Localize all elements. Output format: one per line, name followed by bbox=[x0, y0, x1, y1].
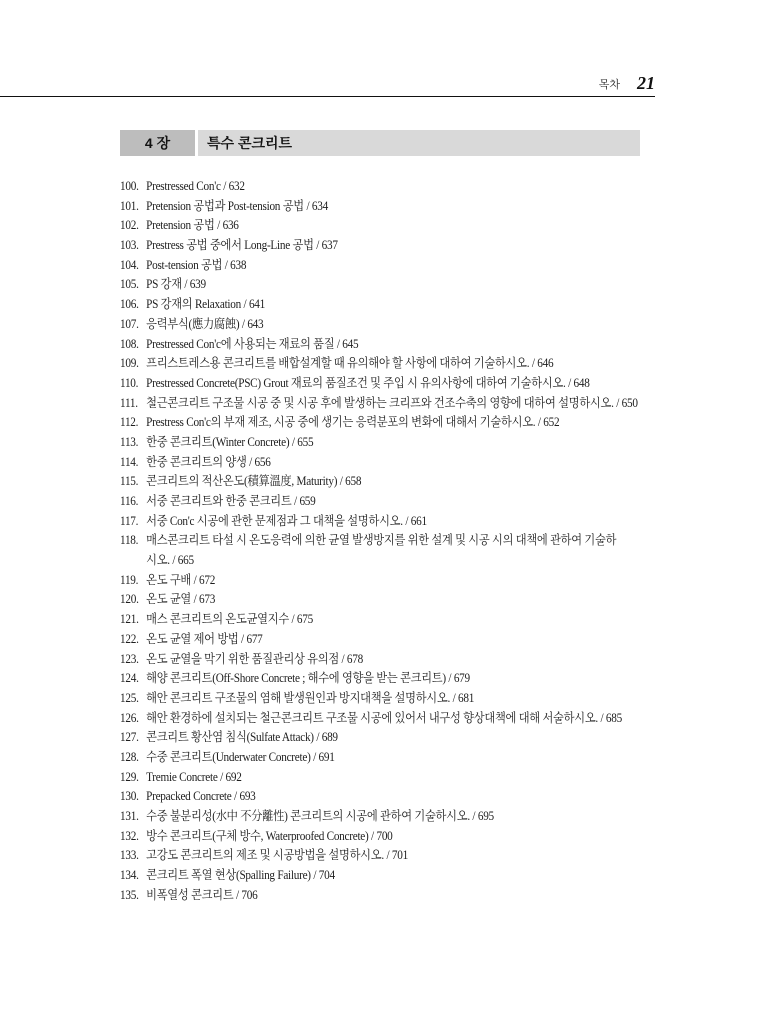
page-separator: / bbox=[368, 828, 377, 843]
entry-page: 646 bbox=[537, 356, 554, 371]
toc-entry bbox=[120, 768, 678, 788]
entry-title: Pretension 공법과 Post-tension 공법 bbox=[146, 198, 304, 213]
toc-entry bbox=[120, 531, 678, 551]
page-separator: / bbox=[214, 218, 223, 233]
entry-title: Pretension 공법 bbox=[146, 218, 215, 233]
entry-number: 117. bbox=[120, 513, 139, 528]
running-head-section-label: 목차 bbox=[598, 78, 620, 91]
toc-entry bbox=[120, 256, 678, 276]
entry-page: 645 bbox=[342, 336, 359, 351]
entry-number: 115. bbox=[120, 474, 139, 489]
page-separator: / bbox=[181, 277, 190, 292]
entry-title: PS 강재 bbox=[146, 277, 182, 292]
entry-page: 706 bbox=[241, 887, 258, 902]
entry-number: 129. bbox=[120, 769, 139, 784]
entry-page: 700 bbox=[376, 828, 393, 843]
running-head bbox=[0, 74, 655, 97]
toc-entry bbox=[120, 374, 678, 394]
entry-title: 한중 콘크리트(Winter Concrete) bbox=[146, 434, 290, 449]
entry-page: 661 bbox=[410, 513, 427, 528]
entry-number: 113. bbox=[120, 434, 139, 449]
entry-title: PS 강재의 Relaxation bbox=[146, 297, 241, 312]
entry-title: 매스 콘크리트의 온도균열지수 bbox=[146, 612, 289, 627]
entry-number: 128. bbox=[120, 749, 139, 764]
entry-number: 100. bbox=[120, 179, 139, 193]
entry-number: 135. bbox=[120, 887, 139, 902]
entry-title: 응력부식(應力腐蝕) bbox=[146, 316, 240, 331]
page-separator: / bbox=[469, 809, 478, 823]
toc-entry bbox=[120, 236, 678, 256]
entry-title: 온도 균열 제어 방법 bbox=[146, 631, 239, 646]
page-separator: / bbox=[310, 868, 319, 883]
entry-page: 677 bbox=[246, 631, 263, 646]
toc-entry bbox=[120, 335, 678, 355]
page-separator: / bbox=[334, 336, 343, 351]
page-separator: / bbox=[231, 789, 240, 804]
toc-entry bbox=[120, 453, 678, 473]
page-separator: / bbox=[445, 671, 454, 686]
page-separator: / bbox=[169, 553, 178, 568]
toc-entry bbox=[120, 807, 678, 827]
entry-title: 방수 콘크리트(구체 방수, Waterproofed Concrete) bbox=[146, 828, 369, 843]
toc-entry bbox=[120, 827, 678, 847]
entry-title: 한중 콘크리트의 양생 bbox=[146, 454, 247, 469]
entry-page: 656 bbox=[254, 454, 271, 469]
entry-number: 133. bbox=[120, 848, 139, 863]
page-separator: / bbox=[338, 651, 347, 666]
entry-number: 127. bbox=[120, 730, 139, 745]
page-separator: / bbox=[238, 631, 247, 646]
entry-number: 130. bbox=[120, 789, 139, 804]
page-separator: / bbox=[402, 513, 411, 528]
page-separator: / bbox=[310, 749, 319, 764]
page-separator: / bbox=[289, 434, 298, 449]
entry-number: 118. bbox=[120, 533, 139, 548]
entry-title: 서중 Con'c 시공에 관한 문제점과 그 대책을 설명하시오. bbox=[146, 513, 403, 528]
entry-number: 105. bbox=[120, 277, 139, 292]
page-separator: / bbox=[191, 592, 199, 607]
page-separator: / bbox=[529, 356, 538, 371]
entry-page: 695 bbox=[477, 809, 494, 823]
page-separator: / bbox=[383, 848, 392, 863]
entry-page: 641 bbox=[248, 297, 266, 312]
page-separator: / bbox=[220, 179, 229, 193]
entry-page: 665 bbox=[177, 553, 194, 568]
entry-number: 116. bbox=[120, 494, 139, 508]
page-separator: / bbox=[217, 769, 226, 784]
entry-page: 692 bbox=[225, 769, 242, 784]
toc-entry bbox=[120, 197, 678, 217]
entry-page: 689 bbox=[321, 730, 338, 745]
entry-title: 수중 불분리성(水中 不分離性) 콘크리트의 시공에 관하여 기술하시오. bbox=[146, 809, 470, 823]
page-separator: / bbox=[240, 297, 249, 312]
entry-title: Prestress 공법 중에서 Long-Line 공법 bbox=[146, 238, 314, 253]
entry-page: 701 bbox=[391, 848, 408, 863]
entry-page: 673 bbox=[198, 592, 216, 607]
page-separator: / bbox=[246, 454, 255, 469]
toc-entry bbox=[120, 354, 678, 374]
page-separator: / bbox=[535, 415, 544, 430]
entry-page: 636 bbox=[222, 218, 239, 233]
entry-title: 해안 콘크리트 구조물의 염해 발생원인과 방지대책을 설명하시오. bbox=[146, 690, 451, 705]
entry-title: 철근콘크리트 구조물 시공 중 및 시공 후에 발생하는 크리프와 건조수축의 영향에 대하여 설명하시오. bbox=[146, 395, 614, 410]
entry-page: 650 bbox=[621, 395, 638, 410]
page-number: 21 bbox=[637, 73, 655, 93]
entry-title: Prestress Con'c의 부재 제조, 시공 중에 생기는 응력분포의 변화에 대해서 기술하시오. bbox=[146, 415, 536, 430]
page-separator: / bbox=[613, 395, 622, 410]
entry-title: Prestressed Con'c bbox=[146, 179, 221, 193]
entry-title: 고강도 콘크리트의 제조 및 시공방법을 설명하시오. bbox=[146, 848, 384, 863]
toc-entry bbox=[120, 512, 678, 532]
page-separator: / bbox=[337, 474, 346, 489]
toc-entry bbox=[120, 571, 678, 591]
toc-entry bbox=[120, 394, 678, 414]
entry-number: 111. bbox=[120, 395, 138, 410]
page-separator: / bbox=[291, 494, 300, 508]
entry-number: 108. bbox=[120, 336, 139, 351]
entry-number: 104. bbox=[120, 257, 139, 272]
entry-title: 프리스트레스용 콘크리트를 배합설계할 때 유의해야 할 사항에 대하여 기술하시오. bbox=[146, 356, 530, 371]
toc-entry bbox=[120, 846, 678, 866]
entry-number: 125. bbox=[120, 690, 139, 705]
entry-number: 131. bbox=[120, 809, 139, 823]
toc-entry bbox=[120, 709, 678, 729]
entry-title: Prestressed Concrete(PSC) Grout 재료의 품질조건 및 주입 시 유의사항에 대하여 기술하시오. bbox=[146, 375, 566, 390]
chapter-number: 4 장 bbox=[120, 130, 195, 156]
entry-page: 704 bbox=[318, 868, 335, 883]
page-separator: / bbox=[233, 887, 242, 902]
entry-title: Post-tension 공법 bbox=[146, 257, 223, 272]
entry-page: 679 bbox=[453, 671, 470, 686]
page-separator: / bbox=[191, 572, 199, 587]
entry-page: 632 bbox=[228, 179, 245, 193]
entry-number: 122. bbox=[120, 631, 139, 646]
page-separator: / bbox=[288, 612, 297, 627]
entry-page: 678 bbox=[346, 651, 363, 666]
entry-number: 102. bbox=[120, 218, 139, 233]
toc-entry bbox=[120, 748, 678, 768]
toc-entry bbox=[120, 689, 678, 709]
entry-number: 123. bbox=[120, 651, 139, 666]
entry-title: 온도 구배 bbox=[146, 572, 192, 587]
toc-entry-continuation bbox=[120, 551, 678, 571]
page-separator: / bbox=[313, 238, 322, 253]
entry-title: Prestressed Con'c에 사용되는 재료의 품질 bbox=[146, 336, 335, 351]
toc-entry bbox=[120, 669, 678, 689]
toc-entry bbox=[120, 492, 678, 512]
entry-title-continuation: 시오. bbox=[146, 553, 170, 568]
entry-title: Prepacked Concrete bbox=[146, 789, 232, 804]
entry-title: 콘크리트 황산염 침식(Sulfate Attack) bbox=[146, 730, 314, 745]
entry-page: 659 bbox=[299, 494, 316, 508]
entry-number: 112. bbox=[120, 415, 139, 430]
entry-number: 114. bbox=[120, 454, 139, 469]
page-separator: / bbox=[303, 198, 312, 213]
entry-page: 685 bbox=[605, 710, 622, 725]
toc-entry bbox=[120, 610, 678, 630]
entry-number: 101. bbox=[120, 198, 139, 213]
toc-entry bbox=[120, 413, 678, 433]
entry-title: Tremie Concrete bbox=[146, 769, 218, 784]
entry-title: 매스콘크리트 타설 시 온도응력에 의한 균열 발생방지를 위한 설계 및 시공 시의 대책에 관하여 기술하 bbox=[146, 533, 617, 548]
entry-number: 121. bbox=[120, 612, 139, 627]
entry-page: 675 bbox=[296, 612, 313, 627]
entry-title: 해안 환경하에 설치되는 철근콘크리트 구조물 시공에 있어서 내구성 향상대책에 대해 서술하시오. bbox=[146, 710, 598, 725]
entry-number: 132. bbox=[120, 828, 139, 843]
entry-title: 온도 균열을 막기 위한 품질관리상 유의점 bbox=[146, 651, 339, 666]
entry-page: 658 bbox=[345, 474, 362, 489]
toc-entry bbox=[120, 177, 678, 197]
page-separator: / bbox=[222, 257, 231, 272]
entry-page: 648 bbox=[573, 375, 590, 390]
entry-title: 수중 콘크리트(Underwater Concrete) bbox=[146, 749, 311, 764]
entry-number: 107. bbox=[120, 316, 139, 331]
entry-title: 비폭열성 콘크리트 bbox=[146, 887, 234, 902]
toc-entry bbox=[120, 886, 678, 906]
toc-entry bbox=[120, 216, 678, 236]
entry-number: 120. bbox=[120, 592, 139, 607]
entry-title: 콘크리트 폭열 현상(Spalling Failure) bbox=[146, 868, 311, 883]
entry-title: 해양 콘크리트(Off-Shore Concrete ; 해수에 영향을 받는 콘크리트) bbox=[146, 671, 446, 686]
entry-page: 652 bbox=[543, 415, 560, 430]
entry-number: 109. bbox=[120, 356, 139, 371]
toc-entry bbox=[120, 295, 678, 315]
toc-entry bbox=[120, 315, 678, 335]
entry-title: 서중 콘크리트와 한중 콘크리트 bbox=[146, 494, 292, 508]
entry-title: 온도 균열 bbox=[146, 592, 192, 607]
toc-entry bbox=[120, 866, 678, 886]
toc-entry bbox=[120, 590, 678, 610]
entry-page: 672 bbox=[198, 572, 216, 587]
entry-number: 110. bbox=[120, 375, 139, 390]
entry-number: 119. bbox=[120, 572, 139, 587]
toc-entry bbox=[120, 650, 678, 670]
toc-entry bbox=[120, 275, 678, 295]
entry-number: 124. bbox=[120, 671, 139, 686]
page-separator: / bbox=[313, 730, 322, 745]
toc-entry bbox=[120, 630, 678, 650]
page-separator: / bbox=[565, 375, 574, 390]
chapter-heading bbox=[120, 130, 640, 156]
entry-page: 643 bbox=[247, 316, 264, 331]
toc-list bbox=[120, 177, 678, 905]
toc-entry bbox=[120, 433, 678, 453]
toc-entry bbox=[120, 472, 678, 492]
entry-page: 639 bbox=[189, 277, 206, 292]
entry-page: 638 bbox=[230, 257, 247, 272]
entry-number: 103. bbox=[120, 238, 139, 253]
entry-page: 691 bbox=[318, 749, 335, 764]
page-separator: / bbox=[450, 690, 458, 705]
entry-page: 681 bbox=[457, 690, 475, 705]
entry-page: 693 bbox=[239, 789, 256, 804]
entry-number: 126. bbox=[120, 710, 139, 725]
toc-entry bbox=[120, 787, 678, 807]
page-separator: / bbox=[239, 316, 248, 331]
entry-number: 106. bbox=[120, 297, 139, 312]
chapter-title: 특수 콘크리트 bbox=[198, 130, 640, 156]
entry-page: 655 bbox=[297, 434, 314, 449]
page-separator: / bbox=[597, 710, 606, 725]
entry-page: 637 bbox=[321, 238, 338, 253]
entry-page: 634 bbox=[311, 198, 328, 213]
entry-number: 134. bbox=[120, 868, 139, 883]
toc-entry bbox=[120, 728, 678, 748]
entry-title: 콘크리트의 적산온도(積算溫度, Maturity) bbox=[146, 474, 338, 489]
